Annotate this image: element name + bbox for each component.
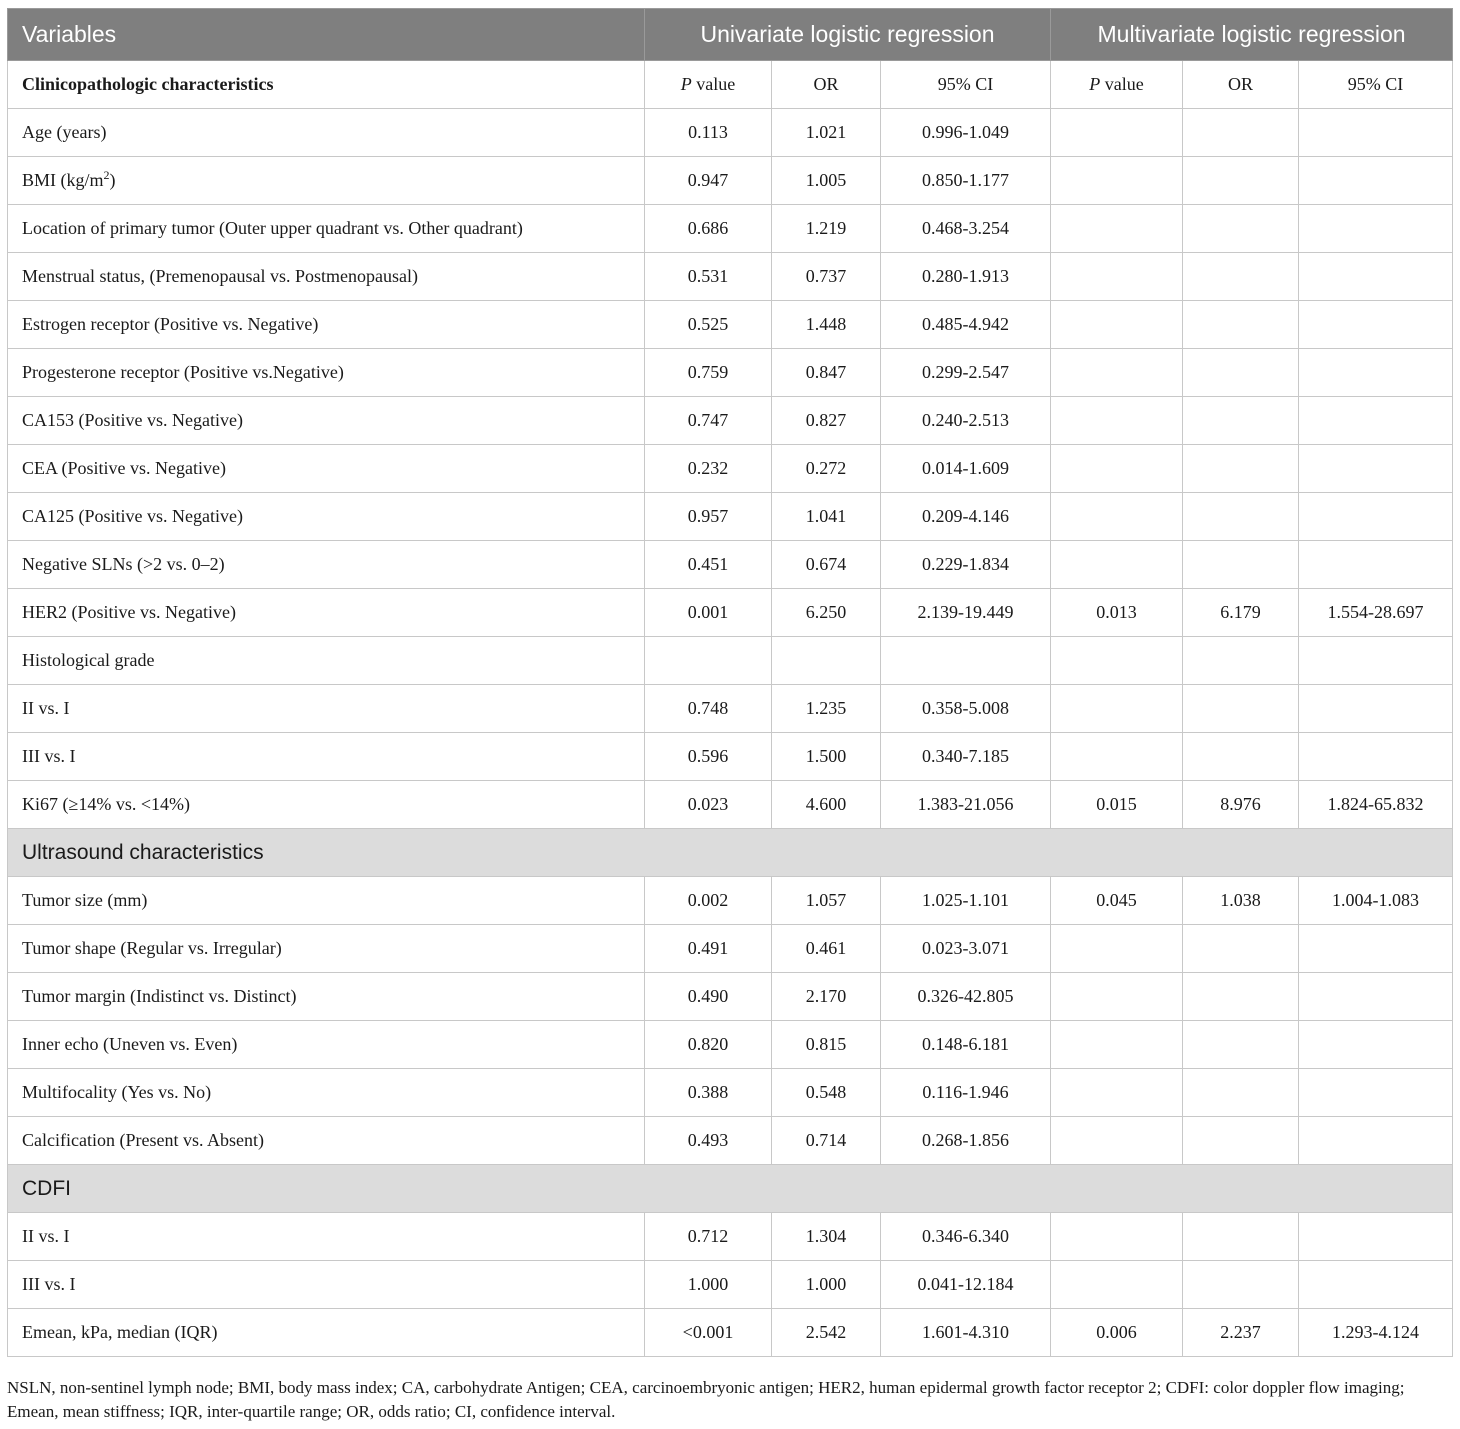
cell-m-ci xyxy=(1299,1213,1453,1261)
row-label: Location of primary tumor (Outer upper quadrant vs. Other quadrant) xyxy=(8,205,645,253)
cell-m-ci xyxy=(1299,541,1453,589)
cell-u-or: 0.272 xyxy=(772,445,881,493)
row-label: Ki67 (≥14% vs. <14%) xyxy=(8,781,645,829)
cell-m-p: 0.006 xyxy=(1051,1309,1183,1357)
cell-u-p xyxy=(645,637,772,685)
cell-u-or: 1.021 xyxy=(772,109,881,157)
header-univariate: Univariate logistic regression xyxy=(645,9,1051,61)
cell-u-ci: 0.299-2.547 xyxy=(881,349,1051,397)
cell-m-or xyxy=(1183,253,1299,301)
cell-m-or xyxy=(1183,349,1299,397)
cell-u-or: 1.500 xyxy=(772,733,881,781)
cell-u-ci: 1.601-4.310 xyxy=(881,1309,1051,1357)
subheader-m-or: OR xyxy=(1183,61,1299,109)
cell-m-ci xyxy=(1299,637,1453,685)
cell-u-p: 0.759 xyxy=(645,349,772,397)
table-row xyxy=(8,1117,1453,1165)
cell-m-or: 1.038 xyxy=(1183,877,1299,925)
cell-m-p: 0.013 xyxy=(1051,589,1183,637)
cell-m-ci: 1.293-4.124 xyxy=(1299,1309,1453,1357)
cell-u-or: 0.714 xyxy=(772,1117,881,1165)
subheader-u-ci: 95% CI xyxy=(881,61,1051,109)
row-label: CEA (Positive vs. Negative) xyxy=(8,445,645,493)
table-row xyxy=(8,925,1453,973)
row-label: Estrogen receptor (Positive vs. Negative) xyxy=(8,301,645,349)
table-row xyxy=(8,685,1453,733)
cell-u-ci: 0.485-4.942 xyxy=(881,301,1051,349)
cell-m-p xyxy=(1051,1261,1183,1309)
cell-u-ci: 0.116-1.946 xyxy=(881,1069,1051,1117)
cell-u-or: 0.674 xyxy=(772,541,881,589)
cell-m-or xyxy=(1183,1069,1299,1117)
cell-m-ci xyxy=(1299,205,1453,253)
cell-u-or: 1.000 xyxy=(772,1261,881,1309)
row-label: Progesterone receptor (Positive vs.Negative) xyxy=(8,349,645,397)
cell-m-p: 0.045 xyxy=(1051,877,1183,925)
cell-u-ci: 0.268-1.856 xyxy=(881,1117,1051,1165)
cell-m-p xyxy=(1051,397,1183,445)
table-row xyxy=(8,205,1453,253)
cell-u-ci: 0.023-3.071 xyxy=(881,925,1051,973)
table-row xyxy=(8,253,1453,301)
section-ultrasound-label: Ultrasound characteristics xyxy=(8,829,1453,877)
cell-m-p xyxy=(1051,733,1183,781)
table-row xyxy=(8,637,1453,685)
table-row xyxy=(8,1021,1453,1069)
cell-u-ci: 0.468-3.254 xyxy=(881,205,1051,253)
cell-m-p xyxy=(1051,109,1183,157)
cell-m-ci xyxy=(1299,493,1453,541)
cell-m-ci xyxy=(1299,349,1453,397)
cell-u-ci: 0.209-4.146 xyxy=(881,493,1051,541)
table-row xyxy=(8,301,1453,349)
row-label: Tumor margin (Indistinct vs. Distinct) xyxy=(8,973,645,1021)
cell-m-or: 6.179 xyxy=(1183,589,1299,637)
cell-m-or xyxy=(1183,637,1299,685)
cell-m-p xyxy=(1051,157,1183,205)
cell-m-ci xyxy=(1299,253,1453,301)
cell-m-p xyxy=(1051,253,1183,301)
cell-u-p: 0.001 xyxy=(645,589,772,637)
table-row xyxy=(8,877,1453,925)
header-variables: Variables xyxy=(8,9,645,61)
row-label: II vs. I xyxy=(8,685,645,733)
cell-m-ci xyxy=(1299,925,1453,973)
cell-u-ci: 0.850-1.177 xyxy=(881,157,1051,205)
cell-m-p xyxy=(1051,301,1183,349)
cell-m-or xyxy=(1183,685,1299,733)
cell-m-or: 8.976 xyxy=(1183,781,1299,829)
cell-u-p: 0.947 xyxy=(645,157,772,205)
cell-u-or: 0.548 xyxy=(772,1069,881,1117)
cell-u-p: <0.001 xyxy=(645,1309,772,1357)
cell-m-p xyxy=(1051,445,1183,493)
row-label: Inner echo (Uneven vs. Even) xyxy=(8,1021,645,1069)
cell-u-ci: 0.996-1.049 xyxy=(881,109,1051,157)
row-label: Tumor shape (Regular vs. Irregular) xyxy=(8,925,645,973)
cell-u-ci: 0.148-6.181 xyxy=(881,1021,1051,1069)
row-label: Multifocality (Yes vs. No) xyxy=(8,1069,645,1117)
subheader-row xyxy=(8,61,1453,109)
cell-m-or xyxy=(1183,157,1299,205)
cell-m-p xyxy=(1051,973,1183,1021)
cell-m-p xyxy=(1051,541,1183,589)
table-row xyxy=(8,781,1453,829)
cell-u-ci: 0.358-5.008 xyxy=(881,685,1051,733)
cell-m-ci xyxy=(1299,685,1453,733)
cell-u-p: 0.525 xyxy=(645,301,772,349)
subheader-u-or: OR xyxy=(772,61,881,109)
cell-m-p xyxy=(1051,685,1183,733)
cell-m-ci xyxy=(1299,157,1453,205)
table-footnote: NSLN, non-sentinel lymph node; BMI, body mass index; CA, carbohydrate Antigen; CEA, carcinoembryonic antigen; HER2, human epidermal growth factor receptor 2; CDFI: color doppler flow imaging; Emean, mean stiffness; IQR, inter-quartile range; OR, odds ratio; CI, confidence interval. xyxy=(7,1378,1405,1421)
cell-m-p xyxy=(1051,1021,1183,1069)
cell-u-p: 0.451 xyxy=(645,541,772,589)
cell-m-or xyxy=(1183,397,1299,445)
logistic-regression-table xyxy=(7,8,1453,1357)
cell-u-ci: 1.383-21.056 xyxy=(881,781,1051,829)
table-row xyxy=(8,733,1453,781)
cell-u-or: 1.005 xyxy=(772,157,881,205)
cell-m-or xyxy=(1183,733,1299,781)
cell-m-or xyxy=(1183,1213,1299,1261)
table-row xyxy=(8,109,1453,157)
cell-m-p xyxy=(1051,637,1183,685)
cell-u-p: 0.957 xyxy=(645,493,772,541)
cell-m-or: 2.237 xyxy=(1183,1309,1299,1357)
cell-m-ci: 1.824-65.832 xyxy=(1299,781,1453,829)
row-label: Menstrual status, (Premenopausal vs. Postmenopausal) xyxy=(8,253,645,301)
cell-m-or xyxy=(1183,1261,1299,1309)
cell-m-or xyxy=(1183,205,1299,253)
row-label: BMI $(kg/m^2)$ xyxy=(8,157,645,205)
header-multivariate: Multivariate logistic regression xyxy=(1051,9,1453,61)
row-label: HER2 (Positive vs. Negative) xyxy=(8,589,645,637)
cell-m-p xyxy=(1051,1117,1183,1165)
cell-u-or: 4.600 xyxy=(772,781,881,829)
cell-u-ci: 1.025-1.101 xyxy=(881,877,1051,925)
cell-u-p: 0.748 xyxy=(645,685,772,733)
cell-u-or xyxy=(772,637,881,685)
results-table-container xyxy=(7,8,1452,1357)
cell-u-p: 1.000 xyxy=(645,1261,772,1309)
cell-u-p: 0.002 xyxy=(645,877,772,925)
header-row xyxy=(8,9,1453,61)
cell-m-p xyxy=(1051,925,1183,973)
section-cdfi xyxy=(8,1165,1453,1213)
cell-m-ci xyxy=(1299,733,1453,781)
cell-m-p: 0.015 xyxy=(1051,781,1183,829)
cell-m-or xyxy=(1183,1021,1299,1069)
section-ultrasound xyxy=(8,829,1453,877)
cell-m-or xyxy=(1183,109,1299,157)
cell-u-p: 0.023 xyxy=(645,781,772,829)
row-label: III vs. I xyxy=(8,733,645,781)
table-row xyxy=(8,1261,1453,1309)
cell-u-or: 6.250 xyxy=(772,589,881,637)
cell-u-or: 0.737 xyxy=(772,253,881,301)
cell-u-or: 0.827 xyxy=(772,397,881,445)
row-label: II vs. I xyxy=(8,1213,645,1261)
cell-m-ci: 1.004-1.083 xyxy=(1299,877,1453,925)
subheader-label: Clinicopathologic characteristics xyxy=(8,61,645,109)
cell-m-or xyxy=(1183,301,1299,349)
row-label: Calcification (Present vs. Absent) xyxy=(8,1117,645,1165)
cell-u-ci: 0.326-42.805 xyxy=(881,973,1051,1021)
cell-u-ci: 0.340-7.185 xyxy=(881,733,1051,781)
cell-m-p xyxy=(1051,1213,1183,1261)
cell-u-p: 0.686 xyxy=(645,205,772,253)
table-row xyxy=(8,973,1453,1021)
cell-m-ci xyxy=(1299,1117,1453,1165)
cell-u-or: 1.219 xyxy=(772,205,881,253)
cell-m-p xyxy=(1051,493,1183,541)
cell-u-p: 0.493 xyxy=(645,1117,772,1165)
cell-m-ci xyxy=(1299,973,1453,1021)
cell-u-p: 0.113 xyxy=(645,109,772,157)
table-row xyxy=(8,1213,1453,1261)
cell-m-ci xyxy=(1299,1261,1453,1309)
cell-u-or: 0.815 xyxy=(772,1021,881,1069)
row-label: Emean, kPa, median (IQR) xyxy=(8,1309,645,1357)
cell-u-p: 0.712 xyxy=(645,1213,772,1261)
cell-m-ci xyxy=(1299,301,1453,349)
table-row xyxy=(8,541,1453,589)
table-row xyxy=(8,445,1453,493)
cell-u-p: 0.747 xyxy=(645,397,772,445)
table-row xyxy=(8,1309,1453,1357)
cell-m-or xyxy=(1183,493,1299,541)
cell-u-ci: 0.346-6.340 xyxy=(881,1213,1051,1261)
table-row xyxy=(8,349,1453,397)
cell-u-or: 0.847 xyxy=(772,349,881,397)
cell-u-or: 1.057 xyxy=(772,877,881,925)
row-label: Negative SLNs (>2 vs. 0–2) xyxy=(8,541,645,589)
cell-u-ci: 0.280-1.913 xyxy=(881,253,1051,301)
cell-u-ci: 2.139-19.449 xyxy=(881,589,1051,637)
cell-u-ci: 0.041-12.184 xyxy=(881,1261,1051,1309)
cell-m-or xyxy=(1183,973,1299,1021)
cell-m-ci xyxy=(1299,445,1453,493)
cell-u-p: 0.388 xyxy=(645,1069,772,1117)
cell-u-p: 0.491 xyxy=(645,925,772,973)
cell-m-p xyxy=(1051,205,1183,253)
subheader-m-p: P value xyxy=(1051,61,1183,109)
cell-m-ci xyxy=(1299,1069,1453,1117)
row-label: III vs. I xyxy=(8,1261,645,1309)
cell-u-p: 0.596 xyxy=(645,733,772,781)
row-label: CA125 (Positive vs. Negative) xyxy=(8,493,645,541)
section-cdfi-label: CDFI xyxy=(8,1165,1453,1213)
cell-u-or: 1.304 xyxy=(772,1213,881,1261)
cell-u-ci: 0.014-1.609 xyxy=(881,445,1051,493)
cell-m-or xyxy=(1183,541,1299,589)
cell-m-ci: 1.554-28.697 xyxy=(1299,589,1453,637)
cell-u-or: 2.170 xyxy=(772,973,881,1021)
row-label: Age (years) xyxy=(8,109,645,157)
cell-m-ci xyxy=(1299,1021,1453,1069)
cell-u-ci: 0.240-2.513 xyxy=(881,397,1051,445)
cell-m-ci xyxy=(1299,397,1453,445)
cell-m-ci xyxy=(1299,109,1453,157)
cell-u-or: 1.041 xyxy=(772,493,881,541)
table-row xyxy=(8,397,1453,445)
table-row xyxy=(8,1069,1453,1117)
cell-m-p xyxy=(1051,1069,1183,1117)
row-label: CA153 (Positive vs. Negative) xyxy=(8,397,645,445)
table-row xyxy=(8,589,1453,637)
cell-u-ci xyxy=(881,637,1051,685)
cell-u-p: 0.820 xyxy=(645,1021,772,1069)
cell-u-or: 2.542 xyxy=(772,1309,881,1357)
cell-m-or xyxy=(1183,445,1299,493)
table-row xyxy=(8,157,1453,205)
cell-m-p xyxy=(1051,349,1183,397)
cell-u-p: 0.232 xyxy=(645,445,772,493)
cell-m-or xyxy=(1183,1117,1299,1165)
cell-u-or: 0.461 xyxy=(772,925,881,973)
cell-u-p: 0.531 xyxy=(645,253,772,301)
cell-m-or xyxy=(1183,925,1299,973)
row-label: Tumor size (mm) xyxy=(8,877,645,925)
subheader-u-p: P value xyxy=(645,61,772,109)
table-row xyxy=(8,493,1453,541)
row-label: Histological grade xyxy=(8,637,645,685)
cell-u-or: 1.448 xyxy=(772,301,881,349)
cell-u-p: 0.490 xyxy=(645,973,772,1021)
cell-u-ci: 0.229-1.834 xyxy=(881,541,1051,589)
cell-u-or: 1.235 xyxy=(772,685,881,733)
subheader-m-ci: 95% CI xyxy=(1299,61,1453,109)
